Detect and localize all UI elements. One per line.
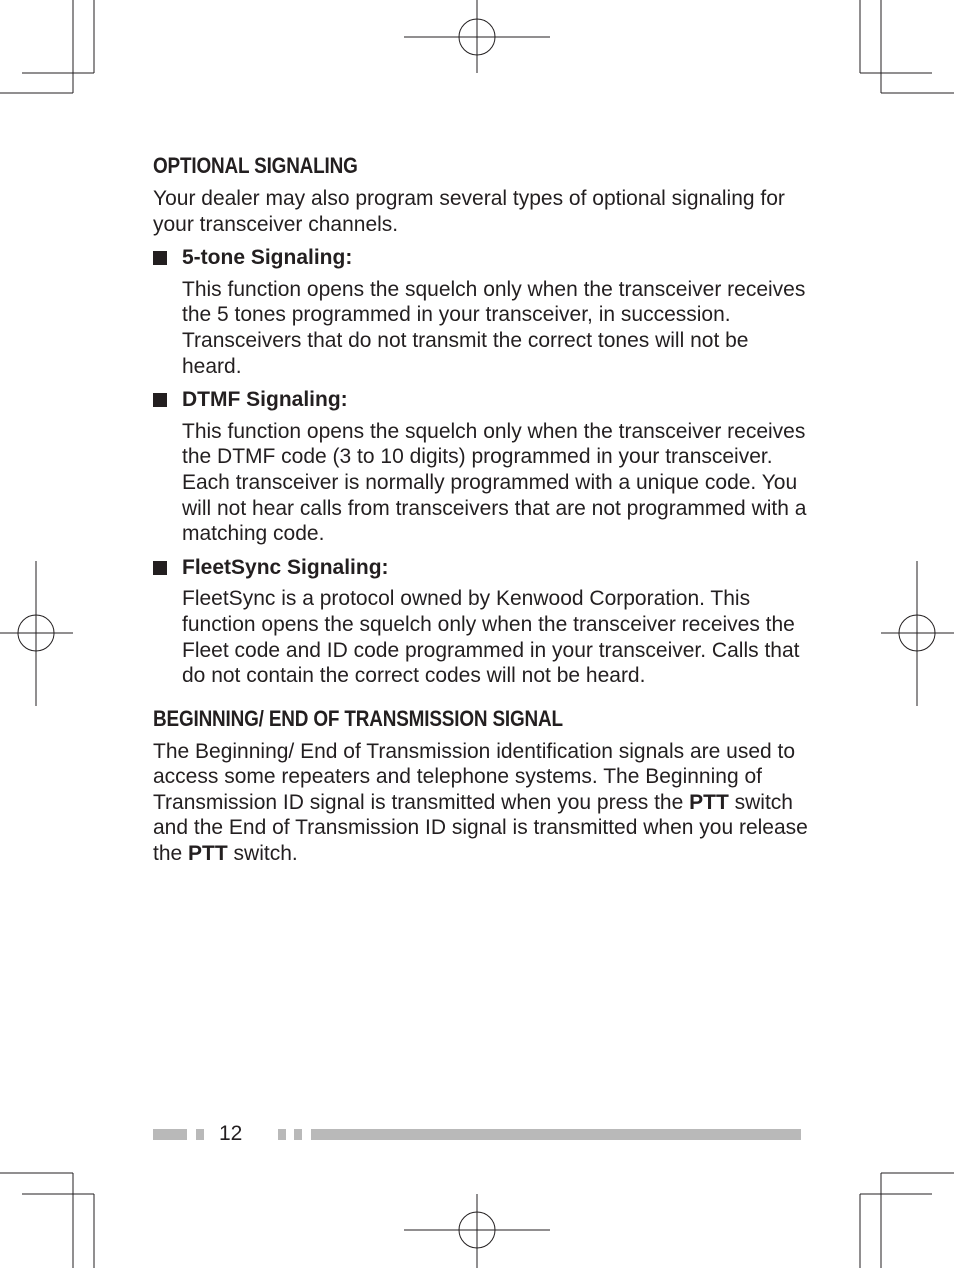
optional-signaling-section [153,152,813,689]
list-item [153,387,813,547]
footer-bar [311,1129,801,1140]
item-body: This function opens the squelch only when the transceiver receives the 5 tones programmed in your transceiver, in succession. Transceivers that do not transmit the correct tones will not be heard. [182,277,806,378]
body-text: switch. [227,842,298,866]
item-body: This function opens the squelch only when the transceiver receives the DTMF code (3 to 10 digits) programmed in your transceiver. Each transceiver is normally programmed with a unique code. You will not hear calls from transceivers that are not programmed with a matching code. [182,419,807,546]
body-text: switch and the End of Transmission ID signal is transmitted when you release the [153,790,808,866]
transmission-signal-section [153,705,813,867]
list-item [153,245,813,379]
item-title: 5-tone Signaling: [182,246,353,270]
section-heading: BEGINNING/ END OF TRANSMISSION SIGNAL [153,705,563,731]
section-intro: Your dealer may also program several types of optional signaling for your transceiver channels. [153,187,785,236]
footer-bar [196,1129,204,1140]
square-bullet-icon [153,561,167,575]
page-content [153,152,813,867]
square-bullet-icon [153,393,167,407]
body-text: The Beginning/ End of Transmission identification signals are used to access some repeaters and telephone systems. The Beginning of Transmission ID signal is transmitted when you press the [153,739,796,814]
ptt-key-label: PTT [689,790,729,814]
footer-bar [278,1129,286,1140]
item-body: FleetSync is a protocol owned by Kenwood Corporation. This function opens the squelch only when the transceiver receives the Fleet code and ID code programmed in your transceiver. Calls that do not contain the correct codes will not be heard. [182,587,800,688]
footer-bar [294,1129,302,1140]
page-number: 12 [219,1122,243,1145]
item-title: DTMF Signaling: [182,388,348,412]
item-title: FleetSync Signaling: [182,555,389,579]
square-bullet-icon [153,251,167,265]
list-item [153,555,813,689]
ptt-key-label: PTT [188,842,228,866]
section-heading: OPTIONAL SIGNALING [153,153,358,178]
footer-bar [153,1129,187,1140]
page-footer [153,1120,813,1148]
section-body [153,739,813,867]
